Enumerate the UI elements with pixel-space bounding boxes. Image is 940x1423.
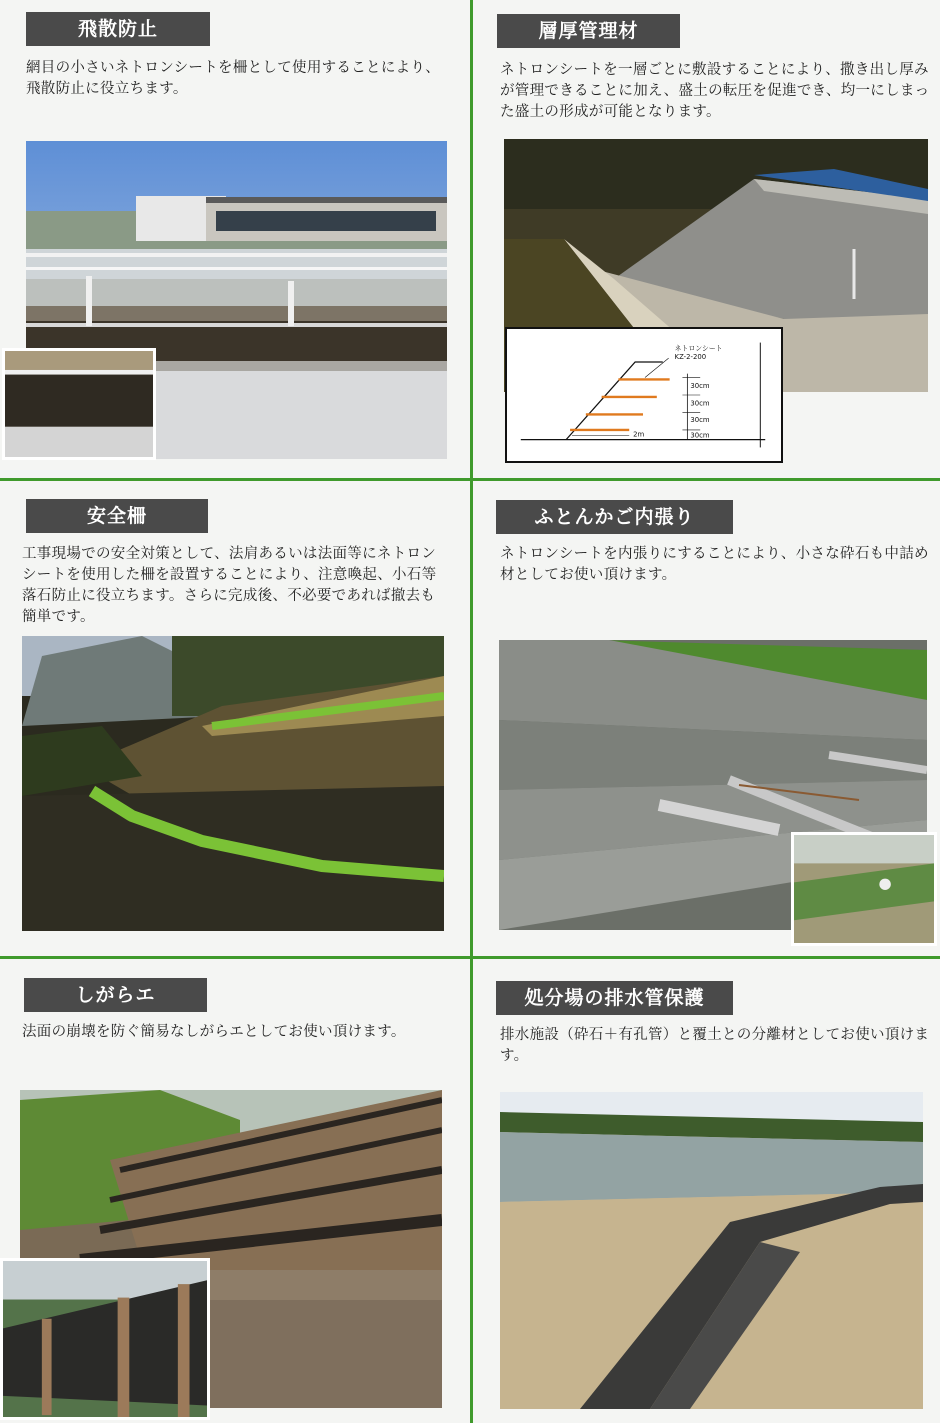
section-title: しがらエ [24, 978, 207, 1012]
column-divider [470, 0, 473, 1423]
diagram-product-code: KZ-2-200 [674, 353, 707, 362]
section-description: 工事現場での安全対策として、法肩あるいは法面等にネトロンシートを使用した柵を設置することにより、注意喚起、小石等落石防止に役立ちます。さらに完成後、不必要であれば撤去も簡単です。 [22, 546, 437, 625]
shigara-detail-inset-photo [0, 1258, 210, 1420]
fence-detail-inset-photo [2, 348, 156, 460]
gabion-detail-inset-photo [791, 832, 937, 946]
row-divider-1 [0, 478, 940, 481]
diagram-layer-label: 30cm [690, 382, 710, 391]
landfill-drain-photo [500, 1092, 923, 1409]
section-title: ふとんかご内張り [496, 500, 733, 534]
layer-diagram [505, 327, 783, 463]
section-description: ネトロンシートを一層ごとに敷設することにより、撒き出し厚みが管理できることに加え、盛土の転圧を促進でき、均一にしまった盛土の形成が可能となります。 [500, 62, 930, 120]
diagram-layer-label: 30cm [690, 399, 710, 408]
row-divider-2 [0, 956, 940, 959]
safety-fence-photo [22, 636, 444, 931]
section-description: 法面の崩壊を防ぐ簡易なしがらエとしてお使い頂けます。 [22, 1024, 406, 1040]
section-title: 処分場の排水管保護 [496, 981, 733, 1015]
diagram-product-label: ネトロンシート [674, 344, 723, 353]
diagram-width-label: 2m [633, 430, 645, 439]
section-description: ネトロンシートを内張りにすることにより、小さな砕石も中詰め材としてお使い頂けます。 [500, 546, 929, 583]
diagram-layer-label: 30cm [690, 416, 710, 425]
section-description: 排水施設（砕石＋有孔管）と覆土との分離材としてお使い頂けます。 [500, 1027, 930, 1064]
section-title: 飛散防止 [26, 12, 210, 46]
diagram-layer-label: 30cm [690, 431, 710, 440]
section-title: 安全柵 [26, 499, 208, 533]
section-title: 層厚管理材 [497, 14, 680, 48]
section-description: 網目の小さいネトロンシートを柵として使用することにより、飛散防止に役立ちます。 [26, 60, 441, 97]
